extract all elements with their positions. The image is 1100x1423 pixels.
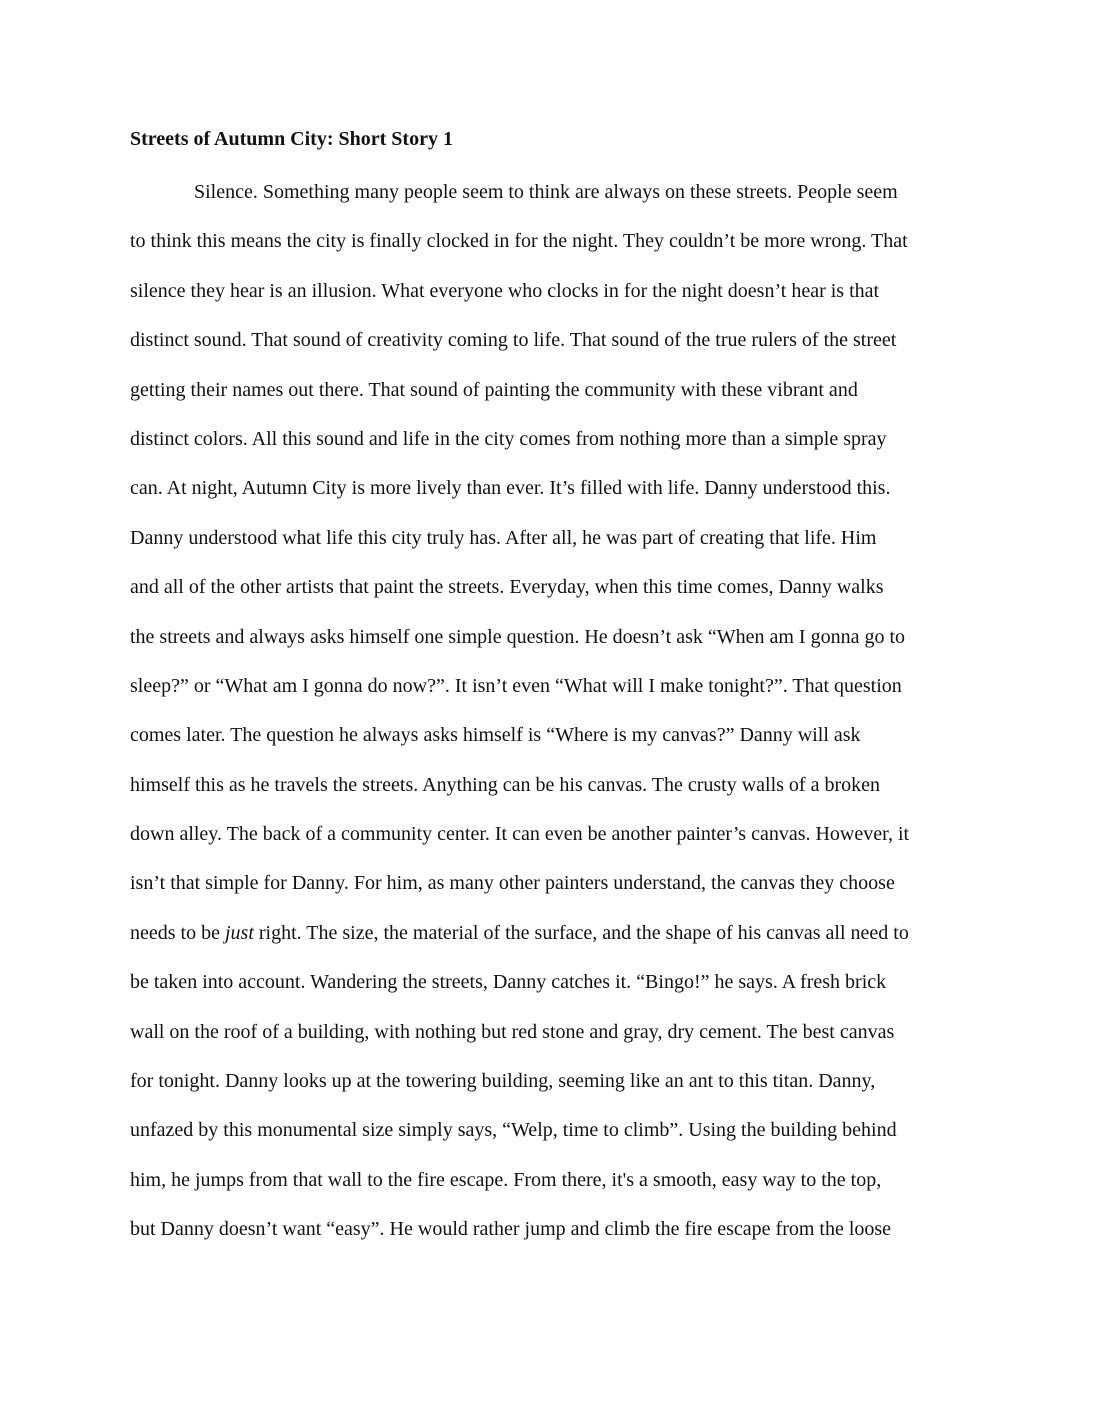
text-line: down alley. The back of a community center. It can even be another painter’s canvas. However, it [130,823,910,846]
text-segment: right. The size, the material of the surface, and the shape of his canvas all need to [253,921,909,944]
text-line: to think this means the city is finally clocked in for the night. They couldn’t be more wrong. That [130,230,908,253]
text-line: and all of the other artists that paint the streets. Everyday, when this time comes, Danny walks [130,576,884,599]
text-line: comes later. The question he always asks himself is “Where is my canvas?” Danny will ask [130,724,861,747]
text-line: distinct sound. That sound of creativity coming to life. That sound of the true rulers of the street [130,329,897,352]
text-line: unfazed by this monumental size simply says, “Welp, time to climb”. Using the building behind [130,1119,897,1142]
text-line: Silence. Something many people seem to think are always on these streets. People seem [194,181,898,203]
text-line: him, he jumps from that wall to the fire escape. From there, it's a smooth, easy way to the top, [130,1168,882,1191]
text-line: can. At night, Autumn City is more lively than ever. It’s filled with life. Danny understood this. [130,477,891,500]
text-segment: needs to be [130,921,225,944]
text-line: wall on the roof of a building, with nothing but red stone and gray, dry cement. The best canvas [130,1020,895,1043]
text-line: sleep?” or “What am I gonna do now?”. It isn’t even “What will I make tonight?”. That question [130,674,902,697]
document-title: Streets of Autumn City: Short Story 1 [130,128,453,150]
text-line: himself this as he travels the streets. Anything can be his canvas. The crusty walls of a broken [130,773,880,796]
emphasis-word: just [224,921,254,944]
text-line: but Danny doesn’t want “easy”. He would rather jump and climb the fire escape from the loose [130,1218,892,1241]
text-line: distinct colors. All this sound and life in the city comes from nothing more than a simple spray [130,427,887,450]
text-line: Danny understood what life this city truly has. After all, he was part of creating that life. Him [130,526,877,549]
text-line: getting their names out there. That sound of painting the community with these vibrant and [130,378,858,401]
text-line: isn’t that simple for Danny. For him, as many other painters understand, the canvas they choose [130,872,895,895]
text-line-with-emphasis [130,917,980,966]
text-line: the streets and always asks himself one simple question. He doesn’t ask “When am I gonna go to [130,625,906,648]
text-line: for tonight. Danny looks up at the towering building, seeming like an ant to this titan. Danny, [130,1070,876,1093]
text-line: silence they hear is an illusion. What everyone who clocks in for the night doesn’t hear is that [130,279,880,302]
story-body [130,176,980,1263]
text-line: be taken into account. Wandering the streets, Danny catches it. “Bingo!” he says. A fresh brick [130,971,887,994]
